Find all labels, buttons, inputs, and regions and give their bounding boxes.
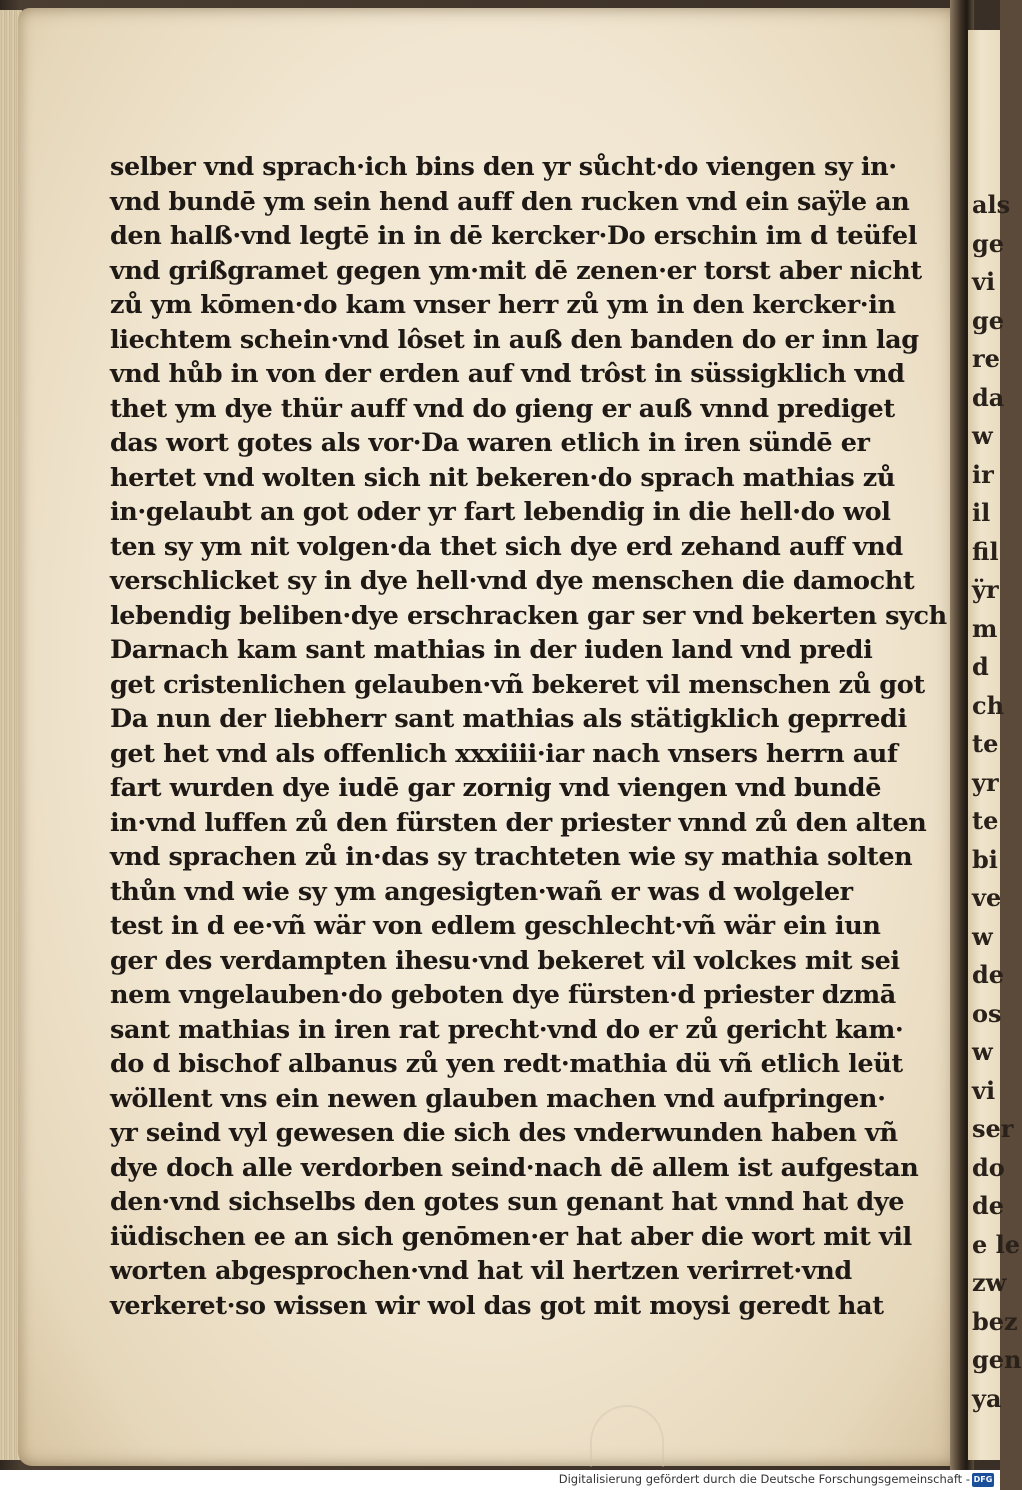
blackletter-text-block — [110, 150, 947, 1323]
facing-page-fragment: de — [972, 1191, 1005, 1220]
facing-page-fragment: os — [972, 998, 1002, 1028]
facing-page-fragment: bez — [972, 1306, 1018, 1336]
text-line: lebendig beliben·dye erschracken gar ser vnd bekerten sych — [110, 600, 947, 631]
facing-page-fragment: do — [972, 1152, 1005, 1182]
facing-page-fragment: zw — [972, 1268, 1007, 1297]
text-line: get cristenlichen gelauben·vñ bekeret vil menschen zů got — [110, 669, 925, 700]
footer-bar — [0, 1470, 1000, 1490]
facing-page-fragment: de — [972, 960, 1005, 989]
facing-page-fragment: te — [972, 729, 999, 758]
text-line: ger des verdampten ihesu·vnd bekeret vil volckes mit sei — [110, 945, 900, 976]
text-line: thet ym dye thür auff vnd do gieng er auß vnnd prediget — [110, 393, 895, 424]
facing-page-fragment: ya — [972, 1383, 1002, 1413]
facing-page-fragment: ser — [972, 1114, 1014, 1143]
facing-page-fragment: ÿr — [972, 575, 999, 604]
facing-page-fragment: ge — [972, 228, 1005, 258]
facing-page-fragment: m — [972, 613, 998, 643]
facing-page-fragment: als — [972, 190, 1011, 219]
text-line: vnd hůb in von der erden auf vnd trôst in süssigklich vnd — [110, 359, 905, 389]
text-line: verschlicket sy in dye hell·vnd dye menschen die damocht — [110, 566, 915, 596]
text-line: dye doch alle verdorben seind·nach dē allem ist aufgestan — [110, 1152, 919, 1183]
facing-page-fragment: w — [972, 421, 993, 450]
dfg-logo: DFG — [972, 1473, 994, 1487]
text-line: vnd grißgramet gegen ym·mit dē zenen·er torst aber nicht — [110, 255, 922, 286]
text-line: iüdischen ee an sich genōmen·er hat aber die wort mit vil — [110, 1221, 912, 1252]
facing-page-fragment: yr — [972, 767, 999, 797]
text-line: den·vnd sichselbs den gotes sun genant hat vnnd hat dye — [110, 1187, 905, 1217]
text-line: selber vnd sprach·ich bins den yr sůcht·do viengen sy in· — [110, 152, 897, 182]
facing-page-fragment: vi — [972, 1075, 996, 1105]
facing-page-fragment: w — [972, 1037, 993, 1066]
facing-page-fragment: te — [972, 806, 999, 835]
facing-page-fragment: vi — [972, 267, 996, 296]
facing-page-fragment: re — [972, 344, 1000, 373]
facing-page-fragment: ge — [972, 305, 1005, 335]
text-line: in·gelaubt an got oder yr fart lebendig in die hell·do wol — [110, 497, 891, 527]
text-line: nem vngelauben·do geboten dye fürsten·d priester dzmā — [110, 980, 896, 1010]
facing-page-fragment: ve — [972, 883, 1002, 912]
text-line: yr seind vyl gewesen die sich des vnderwunden haben vñ — [110, 1118, 898, 1148]
facing-page-fragment: bi — [972, 844, 998, 874]
text-line: get het vnd als offenlich xxxiiii·iar nach vnsers herrn auf — [110, 738, 898, 769]
text-line: zů ym kōmen·do kam vnser herr zů ym in den kercker·in — [110, 290, 896, 320]
text-line: Darnach kam sant mathias in der iuden land vnd predi — [110, 635, 873, 665]
text-line: liechtem schein·vnd lôset in auß den banden do er inn lag — [110, 324, 919, 355]
facing-page-fragment: fil — [972, 536, 999, 566]
facing-page-fragment: w — [972, 921, 993, 951]
facing-page-fragment: ir — [972, 459, 994, 489]
text-line: hertet vnd wolten sich nit bekeren·do sprach mathias zů — [110, 462, 895, 493]
text-line: worten abgesprochen·vnd hat vil hertzen verirret·vnd — [110, 1256, 852, 1286]
text-line: vnd bundē ym sein hend auff den rucken vnd ein saÿle an — [110, 186, 910, 217]
facing-page-fragment: il — [972, 498, 991, 527]
facing-page-fragment: e le — [972, 1229, 1021, 1259]
text-line: ten sy ym nit volgen·da thet sich dye erd zehand auff vnd — [110, 531, 903, 562]
text-line: test in d ee·vñ wär von edlem geschlecht·vñ wär ein iun — [110, 911, 881, 941]
text-line: thůn vnd wie sy ym angesigten·wañ er was d wolgeler — [110, 876, 853, 907]
text-line: den halß·vnd legtē in in dē kercker·Do erschin im d teüfel — [110, 221, 918, 251]
text-line: sant mathias in iren rat precht·vnd do er zů gericht kam· — [110, 1014, 904, 1045]
text-line: do d bischof albanus zů yen redt·mathia dü vñ etlich leüt — [110, 1049, 903, 1079]
text-line: das wort gotes als vor·Da waren etlich in iren sündē er — [110, 428, 870, 458]
facing-page-fragment: ch — [972, 690, 1005, 720]
text-line: Da nun der liebherr sant mathias als stätigklich geprredi — [110, 704, 907, 734]
facing-page-fragment: d — [972, 652, 989, 681]
facing-page-fragment: da — [972, 382, 1005, 412]
facing-page-fragment: gen — [972, 1345, 1022, 1374]
text-line: vnd sprachen zů in·das sy trachteten wie sy mathia solten — [110, 842, 913, 872]
text-line: in·vnd luffen zů den fürsten der priester vnnd zů den alten — [110, 807, 927, 838]
funding-credit: Digitalisierung gefördert durch die Deutsche Forschungsgemeinschaft - — [558, 1472, 970, 1486]
text-line: fart wurden dye iudē gar zornig vnd viengen vnd bundē — [110, 773, 882, 803]
text-line: wöllent vns ein newen glauben machen vnd aufpringen· — [110, 1083, 886, 1114]
text-line: verkeret·so wissen wir wol das got mit moysi geredt hat — [110, 1290, 884, 1321]
